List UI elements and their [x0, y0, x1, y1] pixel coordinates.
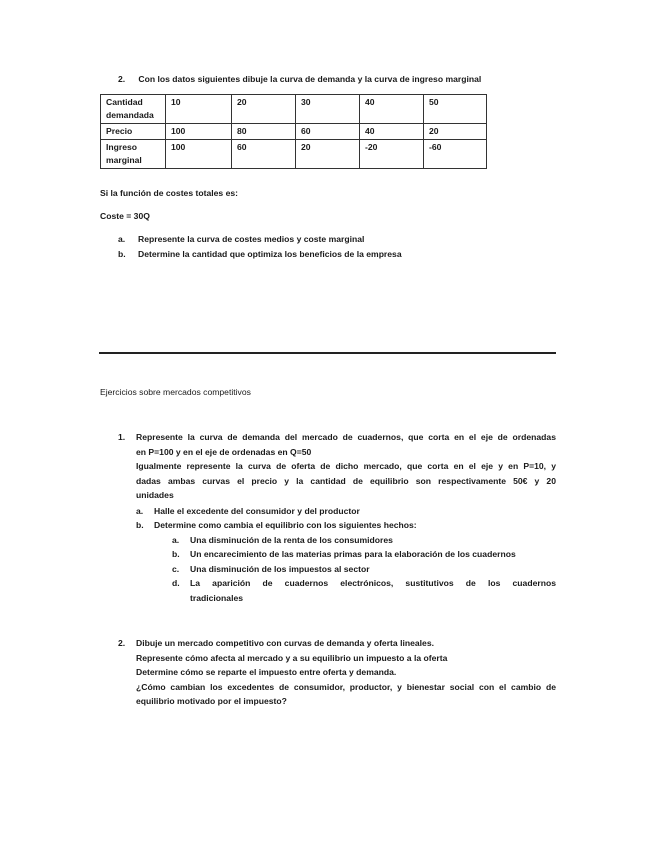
table-cell: 100: [166, 124, 232, 140]
table-row: [101, 140, 487, 169]
sub-sub-item-continuation: tradicionales: [190, 593, 244, 603]
list-item: a. Represente la curva de costes medios y coste marginal: [118, 234, 365, 244]
table-cell: 40: [360, 124, 424, 140]
exercise-2-number: 2.: [118, 638, 126, 648]
table-cell: 20: [424, 124, 487, 140]
question-number: 2.: [118, 74, 126, 84]
table-cell: 60: [296, 124, 360, 140]
exercise-line: equilibrio motivado por el impuesto?: [136, 696, 287, 706]
row-label: Ingreso marginal: [101, 140, 166, 169]
row-label: Cantidad demandada: [101, 95, 166, 124]
table-cell: 20: [296, 140, 360, 169]
exercise-line: Dibuje un mercado competitivo con curvas de demanda y oferta lineales.: [136, 638, 435, 648]
table-cell: 60: [232, 140, 296, 169]
table-row: [101, 95, 487, 124]
exercise-line: Represente la curva de demanda del mercado de cuadernos, que corta en el eje de ordenadas: [136, 432, 556, 442]
cost-intro: Si la función de costes totales es:: [100, 188, 239, 198]
table-row: [101, 124, 487, 140]
table-cell: 80: [232, 124, 296, 140]
exercise-1-body: [136, 430, 556, 503]
question-2-heading: [118, 72, 481, 87]
sub-sub-item: b. Un encarecimiento de las materias primas para la elaboración de los cuadernos: [172, 549, 516, 559]
table-cell: 50: [424, 95, 487, 124]
table-cell: 100: [166, 140, 232, 169]
row-label: Precio: [101, 124, 166, 140]
demand-table: [100, 94, 487, 169]
exercise-line: ¿Cómo cambian los excedentes de consumidor, productor, y bienestar social con el cambio de: [136, 681, 556, 692]
section-divider: [99, 352, 556, 354]
exercise-line: Represente cómo afecta al mercado y a su equilibrio un impuesto a la oferta: [136, 652, 448, 663]
cost-formula: Coste = 30Q: [100, 211, 150, 221]
exercise-line: Igualmente represente la curva de oferta de dicho mercado, que corta en el eje y en P=10, y: [136, 461, 556, 471]
table-cell: 30: [296, 95, 360, 124]
table-cell: -20: [360, 140, 424, 169]
exercise-line: dadas ambas curvas el precio y la cantidad de equilibrio son respectivamente 50€ y 20: [136, 475, 556, 486]
sub-item: b. Determine como cambia el equilibrio con los siguientes hechos:: [136, 520, 417, 530]
exercise-1-number: 1.: [118, 432, 126, 442]
sub-sub-item: d. La aparición de cuadernos electrónicos, sustitutivos de los cuadernos: [172, 578, 556, 588]
exercise-line: Determine cómo se reparte el impuesto entre oferta y demanda.: [136, 667, 397, 677]
question-text: Con los datos siguientes dibuje la curva de demanda y la curva de ingreso marginal: [138, 74, 482, 84]
sub-item: a. Halle el excedente del consumidor y del productor: [136, 506, 360, 516]
exercise-line: unidades: [136, 490, 174, 500]
section-heading: Ejercicios sobre mercados competitivos: [100, 387, 251, 397]
table-cell: -60: [424, 140, 487, 169]
table-cell: 10: [166, 95, 232, 124]
table-cell: 20: [232, 95, 296, 124]
table-cell: 40: [360, 95, 424, 124]
sub-sub-item: a. Una disminución de la renta de los consumidores: [172, 535, 393, 545]
exercise-2-body: [136, 636, 556, 709]
sub-sub-item: c. Una disminución de los impuestos al sector: [172, 564, 370, 574]
exercise-line: en P=100 y en el eje de ordenadas en Q=50: [136, 446, 312, 457]
list-item: b. Determine la cantidad que optimiza los beneficios de la empresa: [118, 249, 402, 259]
